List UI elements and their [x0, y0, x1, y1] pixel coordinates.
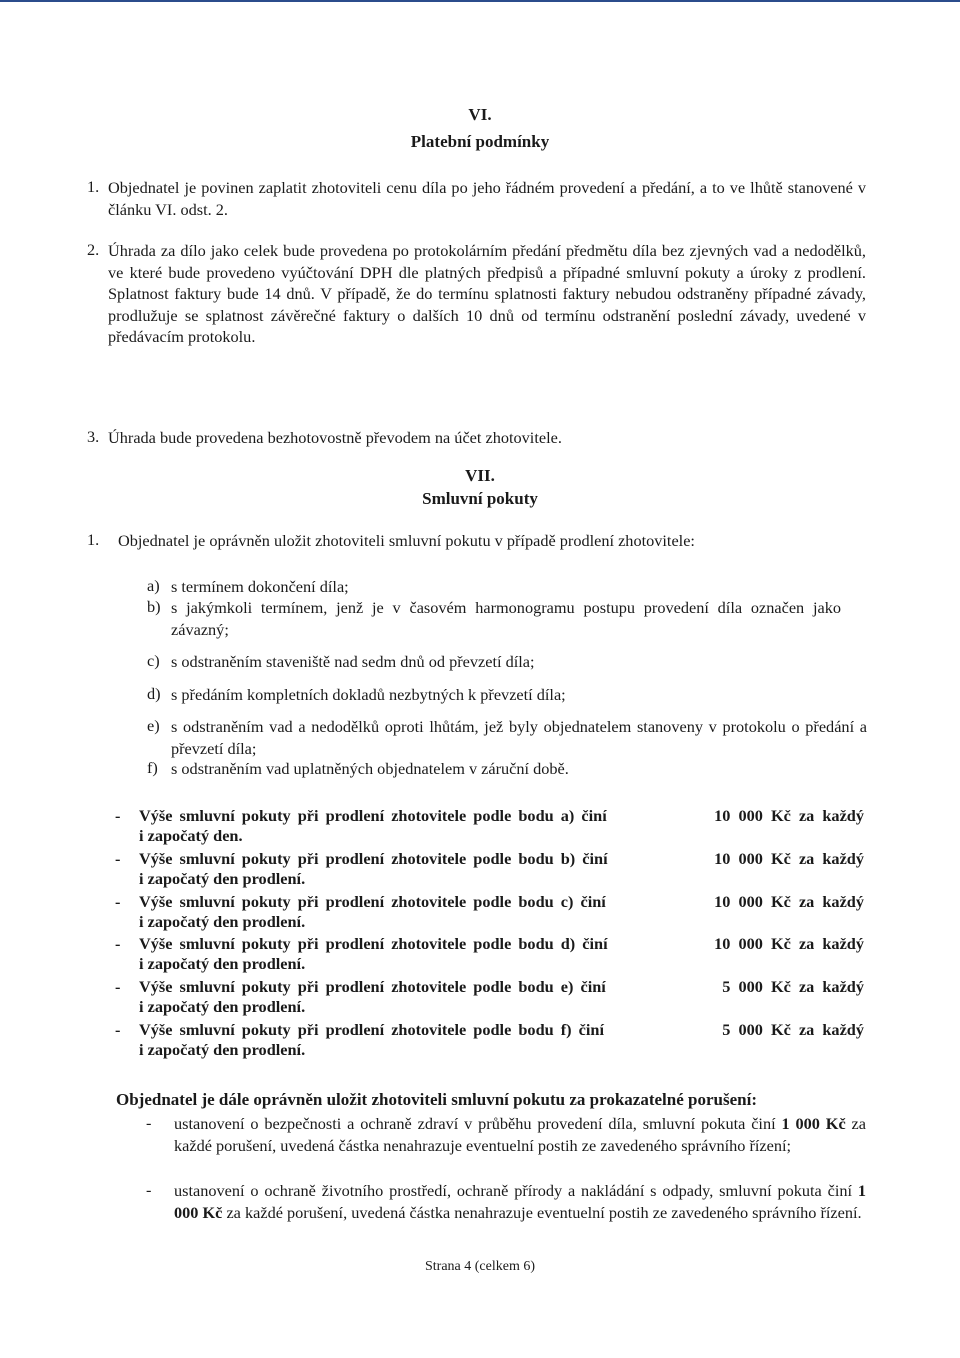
penalty-item	[139, 806, 864, 846]
penalty-text: Výše smluvní pokuty při prodlení zhotovitele podle bodu a) činí	[139, 806, 607, 825]
case-label: a)	[147, 576, 160, 595]
further-heading: Objednatel je dále oprávněn uložit zhotoviteli smluvní pokutu za prokazatelné porušení:	[116, 1090, 757, 1109]
penalty-amount: 5 000 Kč za každý	[722, 977, 864, 996]
penalty-item	[139, 934, 864, 974]
penalty-amount: 10 000 Kč za každý	[714, 934, 864, 953]
list-dash: -	[115, 977, 121, 996]
penalty-text: Výše smluvní pokuty při prodlení zhotovitele podle bodu b) činí	[139, 849, 608, 868]
list-dash: -	[146, 1180, 152, 1199]
penalty-line2: i započatý den prodlení.	[139, 954, 306, 973]
penalty-amount: 1 000 Kč	[781, 1114, 846, 1133]
list-dash: -	[115, 892, 121, 911]
penalty-text: Výše smluvní pokuty při prodlení zhotovitele podle bodu d) činí	[139, 934, 608, 953]
penalty-amount: 10 000 Kč za každý	[714, 892, 864, 911]
penalty-line2: i započatý den prodlení.	[139, 1040, 306, 1059]
penalty-text: Výše smluvní pokuty při prodlení zhotovitele podle bodu c) činí	[139, 892, 606, 911]
penalty-line2: i započatý den.	[139, 826, 243, 845]
list-dash: -	[115, 934, 121, 953]
case-label: c)	[147, 651, 160, 670]
section-number: VI.	[468, 105, 492, 124]
penalty-text: Výše smluvní pokuty při prodlení zhotovitele podle bodu f) činí	[139, 1020, 604, 1039]
penalty-amount: 5 000 Kč za každý	[722, 1020, 864, 1039]
case-label: e)	[147, 716, 160, 735]
case-text: s předáním kompletních dokladů nezbytných k převzetí díla;	[171, 685, 566, 704]
case-text: s odstraněním vad uplatněných objednatelem v záruční době.	[171, 759, 569, 778]
penalty-item	[139, 1020, 864, 1060]
penalty-amount: 1 000 Kč	[174, 1181, 866, 1222]
page-footer: Strana 4 (celkem 6)	[424, 1259, 535, 1274]
item-number: 1.	[87, 177, 100, 196]
penalty-item	[139, 977, 864, 1017]
section-title: Platební podmínky	[410, 132, 550, 151]
penalty-line2: i započatý den prodlení.	[139, 869, 306, 888]
case-label: d)	[147, 684, 161, 703]
paragraph: Objednatel je oprávněn uložit zhotoviteli smluvní pokutu v případě prodlení zhotovitele:	[118, 531, 695, 550]
paragraph: Úhrada bude provedena bezhotovostně převodem na účet zhotovitele.	[108, 428, 562, 447]
paragraph: Objednatel je povinen zaplatit zhotoviteli cenu díla po jeho řádném provedení a předání, a to ve lhůtě stanovené v článku VI. odst. 2.	[108, 178, 866, 219]
case-text: s odstraněním vad a nedodělků oproti lhůtám, jež byly objednatelem stanoveny v protokolu o předání a převzetí díla;	[171, 717, 867, 758]
case-text: s termínem dokončení díla;	[171, 577, 349, 596]
item-number: 1.	[87, 530, 100, 549]
list-dash: -	[146, 1113, 152, 1132]
penalty-item	[139, 892, 864, 932]
penalty-line2: i započatý den prodlení.	[139, 912, 306, 931]
further-item: ustanovení o ochraně životního prostředí, ochraně přírody a nakládání s odpady, smluvní pokuta činí 1 000 Kč za každé porušení, uvedená částka nenahrazuje eventuelní postih ze zavedeného správního řízení.	[174, 1181, 866, 1222]
penalty-line2: i započatý den prodlení.	[139, 997, 306, 1016]
list-dash: -	[115, 1020, 121, 1039]
penalty-amount: 10 000 Kč za každý	[714, 806, 864, 825]
case-text: s jakýmkoli termínem, jenž je v časovém harmonogramu postupu provedení díla označen jako závazný;	[171, 598, 841, 639]
list-dash: -	[115, 806, 121, 825]
penalty-text: Výše smluvní pokuty při prodlení zhotovitele podle bodu e) činí	[139, 977, 606, 996]
item-number: 2.	[87, 240, 100, 259]
further-item: ustanovení o bezpečnosti a ochraně zdraví v průběhu provedení díla, smluvní pokuta činí 1 000 Kč za každé porušení, uvedená částka nenahrazuje eventuelní postih ze zavedeného správního řízení;	[174, 1114, 866, 1155]
case-label: f)	[147, 758, 158, 777]
case-text: s odstraněním staveniště nad sedm dnů od převzetí díla;	[171, 652, 535, 671]
list-dash: -	[115, 849, 121, 868]
item-number: 3.	[87, 427, 100, 446]
case-label: b)	[147, 597, 161, 616]
penalty-item	[139, 849, 864, 889]
paragraph: Úhrada za dílo jako celek bude provedena po protokolárním předání předmětu díla bez zjevných vad a nedodělků, ve které bude provedeno vyúčtování DPH dle platných předpisů a případné smluvní pokuty a úroky z prodlení. Splatnost faktury bude 14 dnů. V případě, že do termínu splatnosti faktury nebudou odstraněny případné závady, prodlužuje se splatnost závěrečné faktury o dalších 10 dnů od termínu odstranění poslední závady, uvedené v předávacím protokolu.	[108, 241, 866, 346]
penalty-amount: 10 000 Kč za každý	[714, 849, 864, 868]
section-title: Smluvní pokuty	[422, 489, 538, 508]
section-number: VII.	[465, 466, 495, 485]
